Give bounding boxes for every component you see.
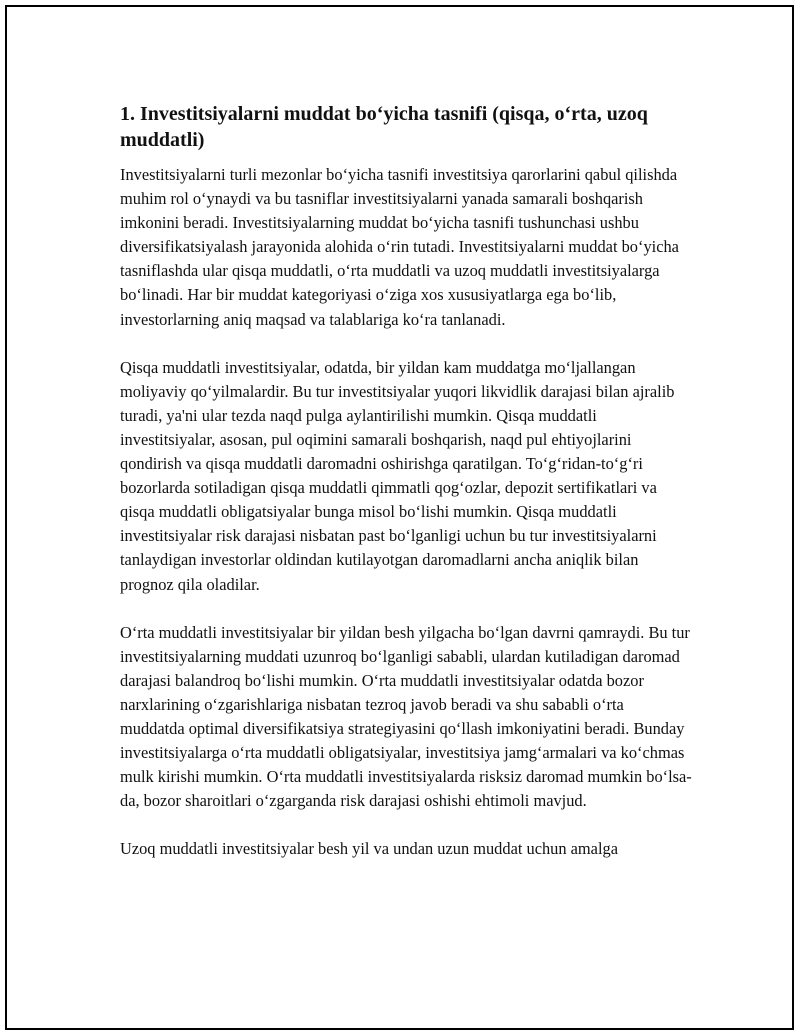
paragraph-medium-term: O‘rta muddatli investitsiyalar bir yildan besh yilgacha bo‘lgan davrni qamraydi. Bu tur investitsiyalarning muddati uzunroq bo‘lganligi sababli, ulardan kutiladigan daromad darajasi balandroq bo‘lishi mumkin. O‘rta muddatli investitsiyalar odatda bozor narxlarining o‘zgarishlariga nisbatan tezroq javob beradi va shu sababli o‘rta muddatda optimal diversifikatsiya strategiyasini qo‘llash imkoniyatini beradi. Bunday investitsiyalarga o‘rta muddatli obligatsiyalar, investitsiya jamg‘armalari va ko‘chmas mulk kirishi mumkin. O‘rta muddatli investitsiyalarda risksiz daromad mumkin bo‘lsa-da, bozor sharoitlari o‘zgarganda risk darajasi oshishi ehtimoli mavjud. — [120, 622, 692, 811]
paragraph-long-term: Uzoq muddatli investitsiyalar besh yil va undan uzun muddat uchun amalga — [120, 839, 618, 859]
paragraph-intro: Investitsiyalarni turli mezonlar bo‘yicha tasnifi investitsiya qarorlarini qabul qilishda muhim rol o‘ynaydi va bu tasniflar investitsiyalarni yanada samarali boshqarish imkonini beradi. Investitsiyalarning muddat bo‘yicha tasnifi tushunchasi ushbu diversifikatsiyalash jarayonida alohida o‘rin tutadi. Investitsiyalarni muddat bo‘yicha tasniflashda ular qisqa muddatli, o‘rta muddatli va uzoq muddatli investitsiyalarga bo‘linadi. Har bir muddat kategoriyasi o‘ziga xos xususiyatlarga ega bo‘lib, investorlarning aniq maqsad va talablariga ko‘ra tanlanadi. — [120, 165, 679, 329]
document-body — [120, 101, 692, 885]
page-frame — [5, 5, 794, 1030]
paragraph-short-term: Qisqa muddatli investitsiyalar, odatda, bir yildan kam muddatga mo‘ljallangan moliyaviy qo‘yilmalardir. Bu tur investitsiyalar yuqori likvidlik darajasi bilan ajralib turadi, ya'ni ular tezda naqd pulga aylantirilishi mumkin. Qisqa muddatli investitsiyalar, asosan, pul oqimini samarali boshqarish, naqd pul ehtiyojlarini qondirish va qisqa muddatli daromadni oshirishga qaratilgan. To‘g‘ridan-to‘g‘ri bozorlarda sotiladigan qisqa muddatli qimmatli qog‘ozlar, depozit sertifikatlari va qisqa muddatli obligatsiyalar bunga misol bo‘lishi mumkin. Qisqa muddatli investitsiyalar risk darajasi nisbatan past bo‘lganligi uchun bu tur investitsiyalarni tanlaydigan investorlar oldindan kutilayotgan daromadlarni ancha aniqlik bilan prognoz qila oladilar. — [120, 357, 675, 594]
section-heading: 1. Investitsiyalarni muddat bo‘yicha tasnifi (qisqa, o‘rta, uzoq muddatli) — [120, 103, 648, 151]
